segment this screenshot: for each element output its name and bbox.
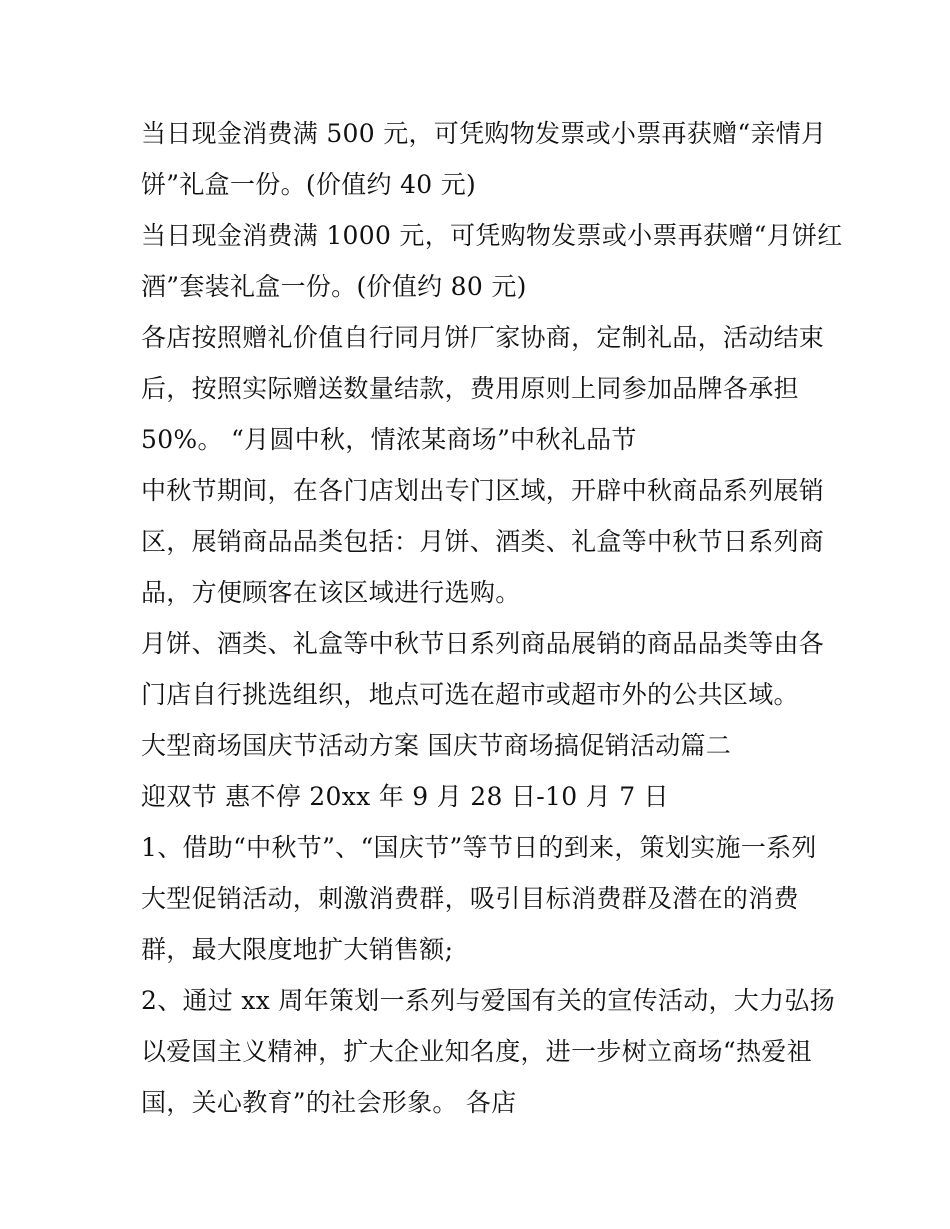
- text-line: 以爱国主义精神，扩大企业知名度，进一步树立商场“热爱祖: [141, 1037, 812, 1066]
- text-line: 国，关心教育”的社会形象。 各店: [141, 1088, 517, 1117]
- text-line: 中秋节期间，在各门店划出专门区域，开辟中秋商品系列展销: [141, 476, 825, 505]
- text-line: 酒”套装礼盒一份。(价值约 80 元): [141, 272, 527, 301]
- text-line: 饼”礼盒一份。(价值约 40 元): [141, 170, 477, 199]
- section-heading: 大型商场国庆节活动方案 国庆节商场搞促销活动篇二: [141, 731, 732, 760]
- document-body: [141, 108, 843, 1128]
- text-line: 各店按照赠礼价值自行同月饼厂家协商，定制礼品，活动结束: [141, 323, 825, 352]
- text-line: 1、借助“中秋节”、“国庆节”等节日的到来，策划实施一系列: [141, 833, 817, 862]
- text-line: 50%。 “月圆中秋，情浓某商场”中秋礼品节: [141, 425, 637, 454]
- text-line: 后，按照实际赠送数量结款，费用原则上同参加品牌各承担: [141, 374, 799, 403]
- text-line: 大型促销活动，刺激消费群，吸引目标消费群及潜在的消费: [141, 884, 799, 913]
- text-line: 当日现金消费满 500 元，可凭购物发票或小票再获赠“亲情月: [141, 119, 827, 148]
- text-line: 迎双节 惠不停 20xx 年 9 月 28 日-10 月 7 日: [141, 782, 669, 811]
- text-line: 区，展销商品品类包括：月饼、酒类、礼盒等中秋节日系列商: [141, 527, 825, 556]
- text-line: 月饼、酒类、礼盒等中秋节日系列商品展销的商品品类等由各: [141, 629, 825, 658]
- text-line: 群，最大限度地扩大销售额;: [141, 935, 454, 964]
- text-line: 2、通过 xx 周年策划一系列与爱国有关的宣传活动，大力弘扬: [141, 986, 835, 1015]
- text-line: 当日现金消费满 1000 元，可凭购物发票或小票再获赠“月饼红: [141, 221, 843, 250]
- text-line: 门店自行挑选组织，地点可选在超市或超市外的公共区域。: [141, 680, 799, 709]
- text-line: 品，方便顾客在该区域进行选购。: [141, 578, 521, 607]
